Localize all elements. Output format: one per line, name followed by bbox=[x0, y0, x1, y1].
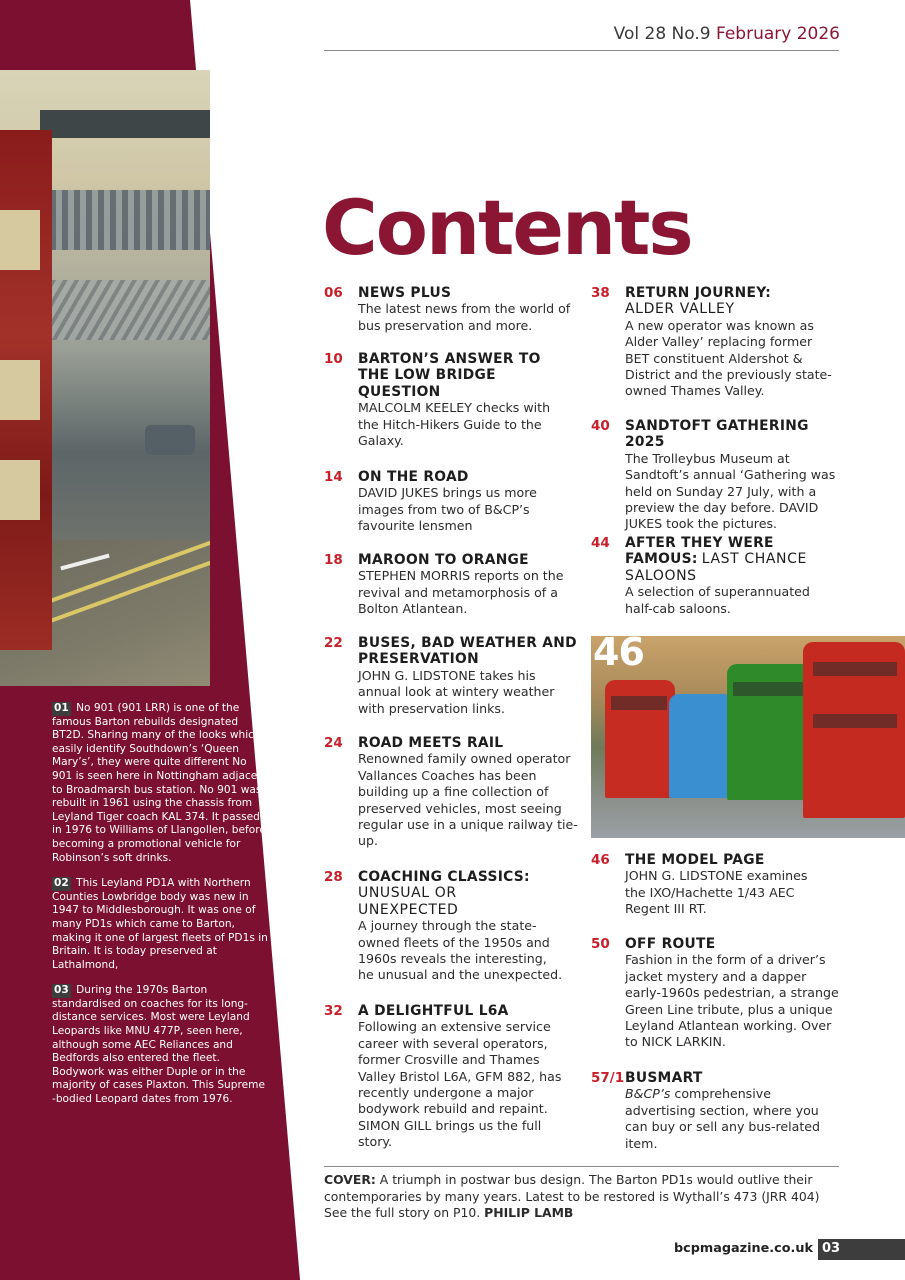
photo-page-label: 46 bbox=[593, 636, 644, 674]
entry-description-text: comprehensive advertising section, where you can buy or sell any bus-related item. bbox=[625, 1086, 821, 1151]
contents-entry[interactable] bbox=[591, 1070, 835, 1152]
cover-rule bbox=[324, 1166, 839, 1167]
entry-description bbox=[625, 1086, 835, 1152]
entry-page-number: 22 bbox=[324, 635, 343, 651]
entry-heading: BARTON’S ANSWER TO THE LOW BRIDGE QUESTION bbox=[358, 351, 541, 400]
barton-bus-photo bbox=[0, 70, 210, 686]
contents-entry[interactable] bbox=[324, 635, 578, 717]
cover-text: A triumph in postwar bus design. The Barton PD1s would outlive their contemporaries by many years. Latest to be restored is Wythall’s 473 (JRR 404) See the full story on P10. bbox=[324, 1172, 820, 1221]
entry-heading: COACHING CLASSICS: bbox=[358, 869, 530, 885]
entry-subheading: UNUSUAL OR UNEXPECTED bbox=[358, 885, 459, 918]
photo-bridge-structure bbox=[50, 190, 210, 250]
contents-entry[interactable] bbox=[324, 869, 564, 984]
caption-text: This Leyland PD1A with Northern Counties Lowbridge body was new in 1947 to Middlesborough. It was one of many PD1s which came to Barton, making it one of largest fleets of PD1s in Britain. It is today preserved at Lathalmond, bbox=[52, 877, 268, 971]
entry-page-number: 38 bbox=[591, 285, 610, 301]
photo-bus-window bbox=[611, 696, 667, 710]
entry-description: Fashion in the form of a driver’s jacket mystery and a dapper early-1960s pedestrian, a strange Green Line tribute, plus a unique Leyland Atlantean working. Over to NICK LARKIN. bbox=[625, 952, 839, 1050]
photo-car bbox=[145, 425, 195, 455]
page-title: Contents bbox=[322, 183, 692, 272]
contents-entry[interactable] bbox=[591, 285, 839, 400]
caption-number: 03 bbox=[54, 984, 69, 997]
caption-text: During the 1970s Barton standardised on coaches for its long-distance services. Most were Leyland Leopards like MNU 477P, seen here, although some AEC Reliances and Bedfords also entered the fleet. Bodywork was either Duple or in the majority of cases Plaxton. This Supreme -bodied Leopard dates from 1976. bbox=[52, 984, 265, 1106]
entry-heading: ROAD MEETS RAIL bbox=[358, 735, 504, 751]
contents-entry[interactable] bbox=[591, 535, 829, 617]
header-rule bbox=[324, 50, 839, 51]
issue-volume: Vol 28 No.9 bbox=[613, 24, 711, 44]
contents-entry[interactable] bbox=[591, 418, 841, 533]
photo-blue-bus-model bbox=[669, 694, 733, 798]
contents-entry[interactable] bbox=[591, 852, 831, 918]
entry-description: Renowned family owned operator Vallances Coaches has been building up a fine collection of preserved vehicles, most seeing regular use in a unique railway tie-up. bbox=[358, 751, 578, 849]
cover-caption bbox=[324, 1172, 844, 1222]
photo-red-bus bbox=[0, 130, 52, 650]
caption-text: No 901 (901 LRR) is one of the famous Barton rebuilds designated BT2D. Sharing many of the looks which easily identify Southdown’s ‘Queen Mary’s’, they were quite different No 901 is seen here in Nottingham adjacent to Broadmarsh bus station. No 901 was rebuilt in 1961 using the chassis from Leyland Tiger coach KAL 374. It passed in 1976 to Williams of Llangollen, before becoming a promotional vehicle for Robinson’s soft drinks. bbox=[52, 702, 269, 864]
entry-heading: OFF ROUTE bbox=[625, 936, 716, 952]
entry-page-number: 06 bbox=[324, 285, 343, 301]
cover-credit: PHILIP LAMB bbox=[484, 1205, 574, 1221]
entry-page-number: 14 bbox=[324, 469, 343, 485]
entry-description: A selection of superannuated half-cab saloons. bbox=[625, 584, 810, 616]
contents-entry[interactable] bbox=[591, 936, 845, 1051]
caption-01 bbox=[52, 702, 270, 865]
entry-description: STEPHEN MORRIS reports on the revival and metamorphosis of a Bolton Atlantean. bbox=[358, 568, 564, 617]
entry-page-number: 57/1 bbox=[591, 1070, 625, 1086]
entry-heading: ON THE ROAD bbox=[358, 469, 469, 485]
caption-number: 02 bbox=[54, 877, 69, 890]
contents-entry[interactable] bbox=[324, 735, 578, 850]
entry-description: JOHN G. LIDSTONE takes his annual look at wintery weather with preservation links. bbox=[358, 667, 555, 716]
photo-bus-window bbox=[0, 360, 40, 420]
photo-bus-window bbox=[813, 714, 897, 728]
caption-number: 01 bbox=[54, 702, 69, 714]
entry-description: The Trolleybus Museum at Sandtoft’s annual ‘Gathering was held on Sunday 27 July, with a preview the day before. DAVID JUKES took the pictures. bbox=[625, 450, 836, 532]
caption-02 bbox=[52, 877, 270, 972]
entry-heading: BUSMART bbox=[625, 1070, 703, 1086]
contents-entry[interactable] bbox=[324, 1003, 564, 1151]
entry-heading: MAROON TO ORANGE bbox=[358, 552, 529, 568]
issue-month: February 2026 bbox=[716, 24, 840, 44]
entry-page-number: 50 bbox=[591, 936, 610, 952]
photo-bus-window bbox=[733, 682, 803, 696]
photo-bridge-girder bbox=[40, 110, 210, 138]
entry-page-number: 24 bbox=[324, 735, 343, 751]
photo-bus-window bbox=[0, 210, 40, 270]
issue-line bbox=[614, 24, 840, 44]
entry-page-number: 28 bbox=[324, 869, 343, 885]
entry-description: The latest news from the world of bus preservation and more. bbox=[358, 301, 571, 333]
cover-label: COVER: bbox=[324, 1172, 376, 1187]
entry-description-italic: B&CP’s bbox=[625, 1086, 671, 1102]
entry-heading: BUSES, BAD WEATHER AND PRESERVATION bbox=[358, 635, 577, 668]
entry-subheading: LAST CHANCE SALOONS bbox=[625, 551, 807, 584]
entry-page-number: 32 bbox=[324, 1003, 343, 1019]
entry-heading: AFTER THEY WERE FAMOUS: bbox=[625, 535, 774, 568]
entry-page-number: 44 bbox=[591, 535, 610, 551]
entry-description: A journey through the state-owned fleets of the 1950s and 1960s reveals the interesting, he unusual and the unexpected. bbox=[358, 918, 563, 983]
contents-entry[interactable] bbox=[324, 285, 574, 334]
contents-entry[interactable] bbox=[324, 351, 560, 449]
entry-heading: NEWS PLUS bbox=[358, 285, 452, 301]
entry-heading: A DELIGHTFUL L6A bbox=[358, 1003, 509, 1019]
entry-page-number: 46 bbox=[591, 852, 610, 868]
entry-heading: THE MODEL PAGE bbox=[625, 852, 765, 868]
photo-bus-window bbox=[813, 662, 897, 676]
entry-page-number: 18 bbox=[324, 552, 343, 568]
entry-description: JOHN G. LIDSTONE examines the IXO/Hachette 1/43 AEC Regent III RT. bbox=[625, 868, 808, 917]
entry-subheading: ALDER VALLEY bbox=[625, 301, 735, 318]
footer-page-box bbox=[818, 1239, 905, 1260]
photo-bridge-structure-lower bbox=[40, 280, 210, 340]
caption-03 bbox=[52, 984, 270, 1106]
entry-page-number: 10 bbox=[324, 351, 343, 367]
page-footer bbox=[673, 1239, 905, 1260]
photo-captions bbox=[52, 702, 270, 1119]
entry-page-number: 40 bbox=[591, 418, 610, 434]
footer-page-number: 03 bbox=[822, 1241, 841, 1256]
entry-description: A new operator was known as Alder Valley’ replacing former BET constituent Aldershot & District and the previously state-owned Thames Valley. bbox=[625, 317, 832, 399]
footer-website[interactable]: bcpmagazine.co.uk bbox=[673, 1241, 813, 1256]
model-page-photo bbox=[591, 636, 905, 838]
entry-description: DAVID JUKES brings us more images from two of B&CP’s favourite lensmen bbox=[358, 485, 537, 534]
entry-heading: SANDTOFT GATHERING 2025 bbox=[625, 418, 809, 451]
photo-bus-window bbox=[0, 460, 40, 520]
entry-description: MALCOLM KEELEY checks with the Hitch-Hikers Guide to the Galaxy. bbox=[358, 400, 551, 449]
contents-entry[interactable] bbox=[324, 469, 556, 535]
entry-heading: RETURN JOURNEY: bbox=[625, 285, 772, 301]
entry-description: Following an extensive service career with several operators, former Crosville and Thames Valley Bristol L6A, GFM 882, has recently undergone a major bodywork rebuild and repaint. SIMON GILL brings us the full story. bbox=[358, 1019, 562, 1150]
contents-entry[interactable] bbox=[324, 552, 576, 618]
